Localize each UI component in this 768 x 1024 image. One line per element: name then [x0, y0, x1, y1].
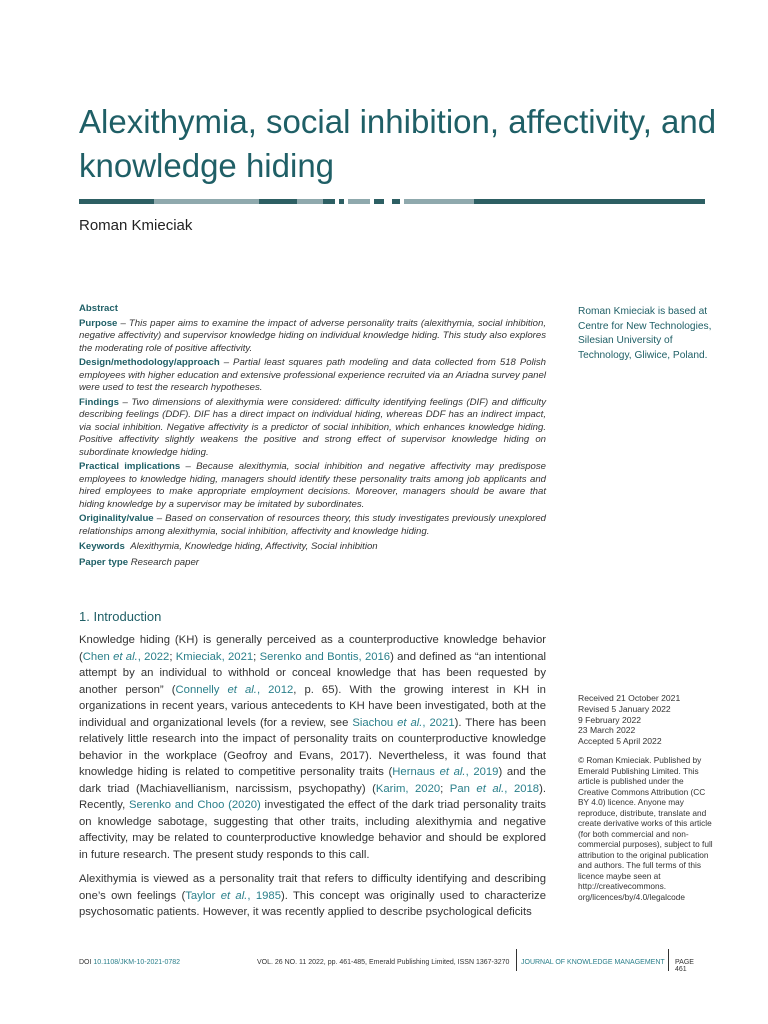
- article-history: [578, 693, 718, 747]
- date-line: 23 March 2022: [578, 725, 636, 736]
- paragraph-text: ;: [253, 650, 260, 663]
- paragraph-text: ). This concept was originally used to characterize psychosomatic patients. However, it was recently applied to describe psychological deficits: [79, 889, 546, 918]
- abstract-practical: Practical implications – Because alexithymia, social inhibition and negative affectivity may predispose employees to knowledge hiding, managers should identify these personality traits among job applicants and hired employees to make appropriate employment decisions. Moreover, managers should be aware that hiding knowledge by a supervisor may be imitated by subordinates.: [79, 461, 546, 510]
- citation-link[interactable]: Siachou: [352, 716, 398, 729]
- citation-link[interactable]: et al.: [476, 782, 505, 795]
- citation-link[interactable]: et al.: [397, 716, 423, 729]
- paragraph-text: , p. 65). With the growing interest in KH in organizations in recent years, various antecedents to KH have been investigated, both at the individual and organizational levels (for a review, see: [79, 683, 546, 729]
- paragraph-text: investigated the effect of the dark triad personality traits on knowledge sabotage, suggesting that other traits, including alexithymia and negative affectivity, may be related to counterproductive knowledge behavior and should be explored in future research. The present study responds to this call.: [79, 799, 547, 861]
- paragraph-text: ). Recently,: [79, 782, 546, 811]
- abstract-block: [79, 303, 546, 571]
- footer-divider: [516, 949, 517, 971]
- abstract-purpose: Purpose – This paper aims to examine the impact of adverse personality traits (alexithymia, social inhibition, negative affectivity) and supervisor knowledge hiding on individual knowledge hiding. This study also explores the moderating role of positive affectivity.: [79, 317, 546, 354]
- abstract-design: Design/methodology/approach – Partial least squares path modeling and data collected from 518 Polish employees with higher education and extensive professional experience recruited via an Ariadna survey panel were used to test the research hypotheses.: [79, 357, 546, 393]
- citation-link[interactable]: Taylor: [185, 889, 221, 902]
- citation-link[interactable]: et al.: [220, 889, 248, 902]
- page-footer: [79, 955, 706, 973]
- intro-paragraph-1: [79, 632, 546, 863]
- citation-link[interactable]: et al.: [227, 683, 257, 696]
- date-line: 9 February 2022: [578, 714, 642, 725]
- abstract-keywords: Keywords Alexithymia, Knowledge hiding, Affectivity, Social inhibition: [79, 541, 378, 552]
- date-line: Revised 5 January 2022: [578, 703, 671, 714]
- doi: DOI 10.1108/JKM-10-2021-0782: [79, 959, 181, 966]
- paragraph-text: ). There has been relatively little research into the impact of personality traits on counterproductive knowledge behavior in the workplace (Geofroy and Evans, 2017). Nevertheless, it was found that knowledge hiding is related to competitive personality traits (: [79, 716, 546, 778]
- author-affiliation: Roman Kmieciak is based at Centre for New Technologies, Silesian University of Technology, Gliwice, Poland.: [578, 306, 712, 361]
- paragraph-text: ) and defined as “an intentional attempt by an individual to withhold or conceal knowledge that has been requested by another person” (: [79, 650, 546, 696]
- citation-link[interactable]: Kmieciak, 2021: [175, 650, 254, 663]
- citation-link[interactable]: , 2022: [137, 650, 170, 663]
- citation-link[interactable]: Pan: [449, 782, 477, 795]
- paragraph-text: Alexithymia is viewed as a personality trait that refers to difficulty identifying and describing one’s own feelings (: [79, 873, 546, 902]
- abstract-findings: Findings – Two dimensions of alexithymia were considered: difficulty identifying feelings (DIF) and difficulty describing feelings (DDF). DIF has a direct impact on individual hiding, whereas DDF has an indirect impact, via social inhibition. Negative affectivity is a predictor of social inhibition, which enhances knowledge hiding. Positive affectivity slightly weakens the positive and strong effect of supervisor knowledge hiding on subordinate knowledge hiding.: [79, 396, 546, 458]
- paragraph-text: ) and the dark triad (Machiavellianism, narcissism, psychopathy) (: [79, 766, 547, 795]
- citation-link[interactable]: et al.: [439, 766, 466, 778]
- citation-link[interactable]: , 2018: [504, 782, 540, 795]
- citation-link[interactable]: Hernaus: [392, 766, 440, 778]
- doi-link[interactable]: 10.1108/JKM-10-2021-0782: [93, 959, 181, 966]
- citation-link[interactable]: , 2019: [465, 766, 499, 778]
- license-notice: © Roman Kmieciak. Published by Emerald Publishing Limited. This article is published under the Creative Commons Attribution (CC BY 4.0) licence. Anyone may reproduce, distribute, translate and create derivative works of this article (for both commercial and non-commercial purposes), subject to full attribution to the original publication and authors. The full terms of this licence maybe seen at http://creativecommons. org/licences/by/4.0/legalcode: [578, 755, 713, 902]
- citation-link[interactable]: Serenko and Choo (2020): [129, 799, 261, 811]
- citation-link[interactable]: et al.: [113, 650, 138, 663]
- citation-link[interactable]: , 1985: [247, 889, 281, 902]
- journal-name: JOURNAL OF KNOWLEDGE MANAGEMENT: [521, 959, 665, 966]
- date-line: Received 21 October 2021: [578, 693, 681, 703]
- citation-link[interactable]: Serenko and Bontis, 2016: [259, 650, 391, 663]
- paragraph-text: Knowledge hiding (KH) is generally perceived as a counterproductive knowledge behavior (: [79, 634, 546, 663]
- body-text: [79, 632, 546, 929]
- paper-title: Alexithymia, social inhibition, affectivity, and knowledge hiding: [79, 103, 717, 184]
- volume-info: VOL. 26 NO. 11 2022, pp. 461-485, Emerald Publishing Limited, ISSN 1367-3270: [257, 959, 510, 966]
- citation-link[interactable]: Karim, 2020: [375, 782, 441, 795]
- date-line: Accepted 5 April 2022: [578, 736, 662, 747]
- abstract-paper-type: Paper type Research paper: [79, 556, 199, 568]
- citation-link[interactable]: Connelly: [175, 683, 228, 696]
- intro-paragraph-2: [79, 871, 546, 921]
- footer-divider: [668, 949, 669, 971]
- abstract-originality: Originality/value – Based on conservation of resources theory, this study investigates previously unexplored relationships among alexithymia, social inhibition, affectivity and knowledge hiding.: [79, 513, 546, 537]
- citation-link[interactable]: , 2012: [256, 683, 294, 696]
- abstract-heading: Abstract: [79, 303, 118, 314]
- title-divider: [79, 199, 705, 204]
- section-heading: 1. Introduction: [79, 609, 162, 624]
- paragraph-text: ;: [169, 650, 176, 663]
- paragraph-text: ;: [440, 782, 450, 795]
- page-number: PAGE 461: [675, 959, 694, 973]
- citation-link[interactable]: , 2021: [422, 716, 455, 729]
- author-name: Roman Kmieciak: [79, 217, 193, 234]
- citation-link[interactable]: Chen: [82, 650, 114, 663]
